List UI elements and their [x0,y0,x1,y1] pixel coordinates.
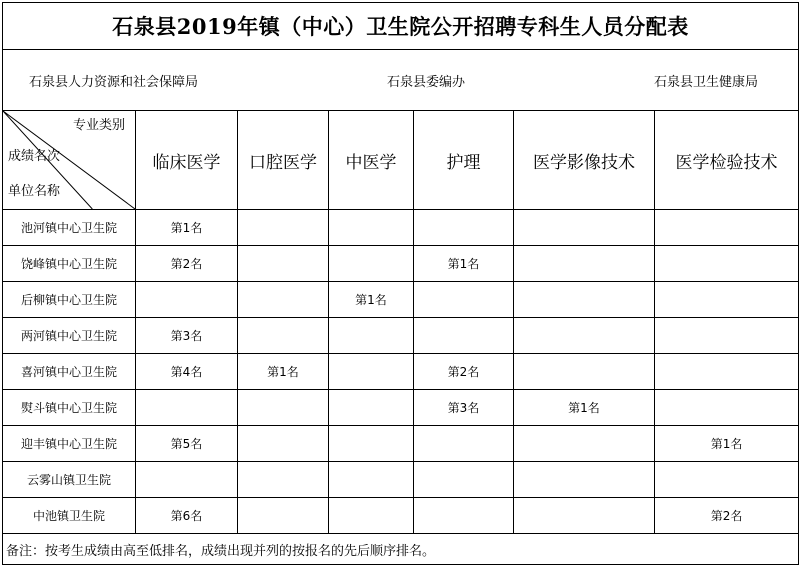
rank-cell: 第5名 [136,426,238,462]
rank-cell [329,210,414,246]
column-header-row [3,111,799,210]
table-row [3,354,799,390]
table-row [3,462,799,498]
rank-cell [136,282,238,318]
table-row [3,282,799,318]
rank-cell: 第2名 [414,354,514,390]
footnote: 备注：按考生成绩由高至低排名，成绩出现并列的按报名的先后顺序排名。 [3,534,799,565]
allocation-table [2,2,799,565]
column-header: 口腔医学 [238,111,329,210]
unit-name-cell: 熨斗镇中心卫生院 [3,390,136,426]
rank-cell [238,462,329,498]
diagonal-header-cell [3,111,136,210]
table-row [3,498,799,534]
rank-cell [329,318,414,354]
column-header: 医学检验技术 [655,111,799,210]
rank-cell [238,498,329,534]
rank-cell [414,318,514,354]
rank-cell [655,246,799,282]
table-title: 石泉县2019年镇（中心）卫生院公开招聘专科生人员分配表 [3,3,799,50]
rank-cell [329,426,414,462]
column-header: 护理 [414,111,514,210]
rank-cell [329,390,414,426]
rank-cell [238,390,329,426]
rank-cell [414,282,514,318]
table-row [3,318,799,354]
rank-cell [136,390,238,426]
unit-name-cell: 云雾山镇卫生院 [3,462,136,498]
table-row [3,246,799,282]
unit-name-cell: 两河镇中心卫生院 [3,318,136,354]
rank-cell [414,426,514,462]
rank-cell [655,354,799,390]
rank-cell [329,246,414,282]
rank-cell [414,498,514,534]
rank-cell [329,462,414,498]
rank-cell [238,318,329,354]
rank-cell [414,462,514,498]
column-header: 中医学 [329,111,414,210]
issuer-hrss: 石泉县人力资源和社会保障局 [29,74,199,90]
rank-cell [238,210,329,246]
unit-name-cell: 后柳镇中心卫生院 [3,282,136,318]
rank-cell [514,426,655,462]
unit-name-cell: 迎丰镇中心卫生院 [3,426,136,462]
column-header: 临床医学 [136,111,238,210]
diagonal-label-unit: 单位名称 [8,184,61,199]
rank-cell [329,498,414,534]
rank-cell [655,318,799,354]
rank-cell [238,426,329,462]
rank-cell: 第6名 [136,498,238,534]
rank-cell: 第1名 [655,426,799,462]
unit-name-cell: 饶峰镇中心卫生院 [3,246,136,282]
rank-cell: 第3名 [414,390,514,426]
rank-cell [329,354,414,390]
unit-name-cell: 池河镇中心卫生院 [3,210,136,246]
rank-cell [514,246,655,282]
unit-name-cell: 中池镇卫生院 [3,498,136,534]
rank-cell: 第2名 [655,498,799,534]
rank-cell [238,282,329,318]
rank-cell [514,354,655,390]
rank-cell [514,282,655,318]
rank-cell: 第1名 [136,210,238,246]
rank-cell: 第2名 [136,246,238,282]
table-row [3,210,799,246]
rank-cell: 第1名 [414,246,514,282]
rank-cell: 第3名 [136,318,238,354]
issuer-row [3,50,799,111]
rank-cell: 第1名 [514,390,655,426]
rank-cell [414,210,514,246]
unit-name-cell: 喜河镇中心卫生院 [3,354,136,390]
table-row [3,426,799,462]
rank-cell: 第1名 [329,282,414,318]
issuer-staffing-office: 石泉县委编办 [387,74,466,90]
rank-cell [238,246,329,282]
rank-cell [655,462,799,498]
column-header: 医学影像技术 [514,111,655,210]
rank-cell: 第1名 [238,354,329,390]
rank-cell [136,462,238,498]
rank-cell [655,210,799,246]
diagonal-label-category: 专业类别 [72,118,125,133]
rank-cell [514,498,655,534]
rank-cell [514,462,655,498]
rank-cell [655,390,799,426]
issuer-health-bureau: 石泉县卫生健康局 [654,74,759,90]
rank-cell [655,282,799,318]
diagonal-label-rank: 成绩名次 [8,149,61,164]
rank-cell [514,210,655,246]
table-row [3,390,799,426]
rank-cell [514,318,655,354]
rank-cell: 第4名 [136,354,238,390]
